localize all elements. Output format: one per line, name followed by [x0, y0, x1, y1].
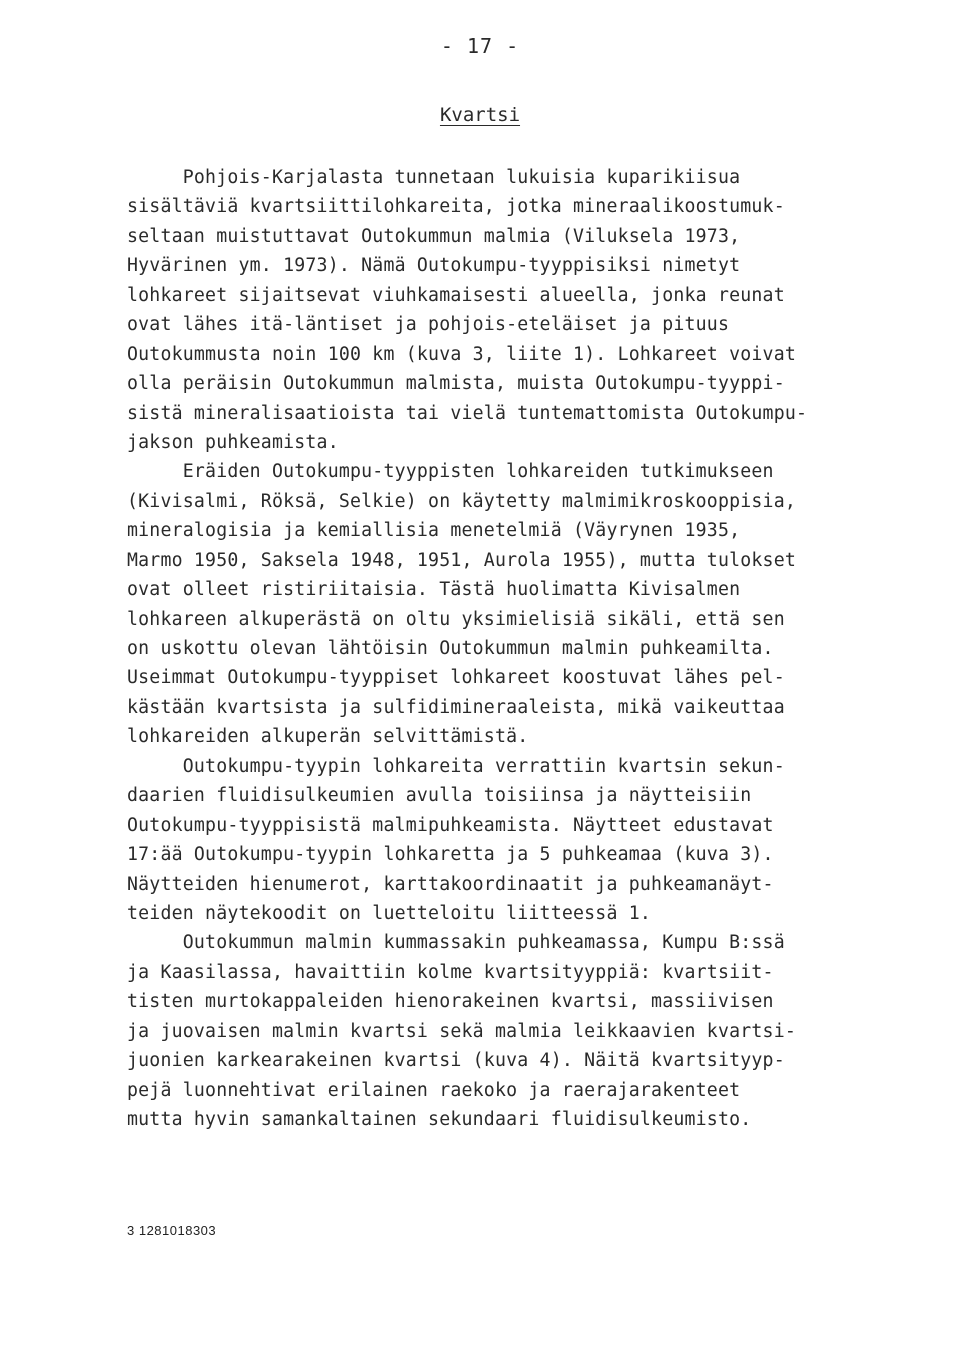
text-line: Outokummusta noin 100 km (kuva 3, liite 1). Lohkareet voivat [127, 343, 796, 365]
text-line: kästään kvartsista ja sulfidimineraaleista, mikä vaikeuttaa [127, 696, 785, 718]
section-heading [0, 104, 960, 126]
text-line: lohkareiden alkuperän selvittämistä. [127, 726, 529, 748]
text-line: Pohjois-Karjalasta tunnetaan lukuisia kuparikiisua [127, 167, 741, 188]
text-line: sistä mineralisaatioista tai vielä tuntemattomista Outokumpu- [127, 402, 808, 424]
text-line: Marmo 1950, Saksela 1948, 1951, Aurola 1955), mutta tulokset [127, 549, 796, 571]
text-line: teiden näytekoodit on luetteloitu liitteessä 1. [127, 902, 652, 924]
page-number: - 17 - [440, 34, 520, 58]
text-line: lohkareet sijaitsevat viuhkamaisesti alueella, jonka reunat [127, 284, 785, 306]
text-line: olla peräisin Outokummun malmista, muista Outokumpu-tyyppi- [127, 373, 785, 395]
text-line: on uskottu olevan lähtöisin Outokummun malmin puhkeamilta. [127, 638, 774, 659]
text-line: (Kivisalmi, Röksä, Selkie) on käytetty malmimikroskooppisia, [127, 490, 796, 512]
text-line: ovat olleet ristiriitaisia. Tästä huolimatta Kivisalmen [127, 579, 741, 601]
text-line: seltaan muistuttavat Outokummun malmia (Viluksela 1973, [127, 225, 741, 247]
text-line: ja juovaisen malmin kvartsi sekä malmia leikkaavien kvartsi- [127, 1020, 796, 1042]
text-line: Hyvärinen ym. 1973). Nämä Outokumpu-tyyppisiksi nimetyt [127, 255, 741, 277]
text-line: mutta hyvin samankaltainen sekundaari fluidisulkeumisto. [127, 1109, 752, 1130]
text-line: daarien fluidisulkeumien avulla toisiinsa ja näytteisiin [127, 785, 752, 807]
text-line: mineralogisia ja kemiallisia menetelmiä (Väyrynen 1935, [127, 520, 741, 542]
text-line: Näytteiden hienumerot, karttakoordinaatit ja puhkeamanäyt- [127, 873, 774, 895]
body-text [127, 163, 847, 1134]
text-line: pejä luonnehtivat erilainen raekoko ja raerajarakenteet [127, 1079, 741, 1101]
text-line: Outokumpu-tyypin lohkareita verrattiin kvartsin sekun- [127, 755, 785, 777]
text-line: Eräiden Outokumpu-tyyppisten lohkareiden tutkimukseen [127, 461, 774, 483]
document-code: 3 1281018303 [127, 1223, 217, 1238]
text-line: juonien karkearakeinen kvartsi (kuva 4). Näitä kvartsityyp- [127, 1050, 785, 1072]
text-line: Useimmat Outokumpu-tyyppiset lohkareet koostuvat lähes pel- [127, 667, 785, 689]
text-line: Outokumpu-tyyppisistä malmipuhkeamista. Näytteet edustavat [127, 814, 774, 836]
text-line: tisten murtokappaleiden hienorakeinen kvartsi, massiivisen [127, 991, 774, 1013]
text-line: sisältäviä kvartsiittilohkareita, jotka mineraalikoostumuk- [127, 196, 785, 218]
text-line: 17:ää Outokumpu-tyypin lohkaretta ja 5 puhkeamaa (kuva 3). [127, 844, 774, 866]
text-line: lohkareen alkuperästä on oltu yksimielisiä sikäli, että sen [127, 608, 785, 630]
section-heading-text: Kvartsi [439, 104, 521, 126]
text-line: jakson puhkeamista. [127, 431, 339, 453]
text-line: ovat lähes itä-läntiset ja pohjois-eteläiset ja pituus [127, 314, 730, 336]
text-line: Outokummun malmin kummassakin puhkeamassa, Kumpu B:ssä [127, 932, 785, 954]
text-line: ja Kaasilassa, havaittiin kolme kvartsityyppiä: kvartsiit- [127, 961, 774, 983]
